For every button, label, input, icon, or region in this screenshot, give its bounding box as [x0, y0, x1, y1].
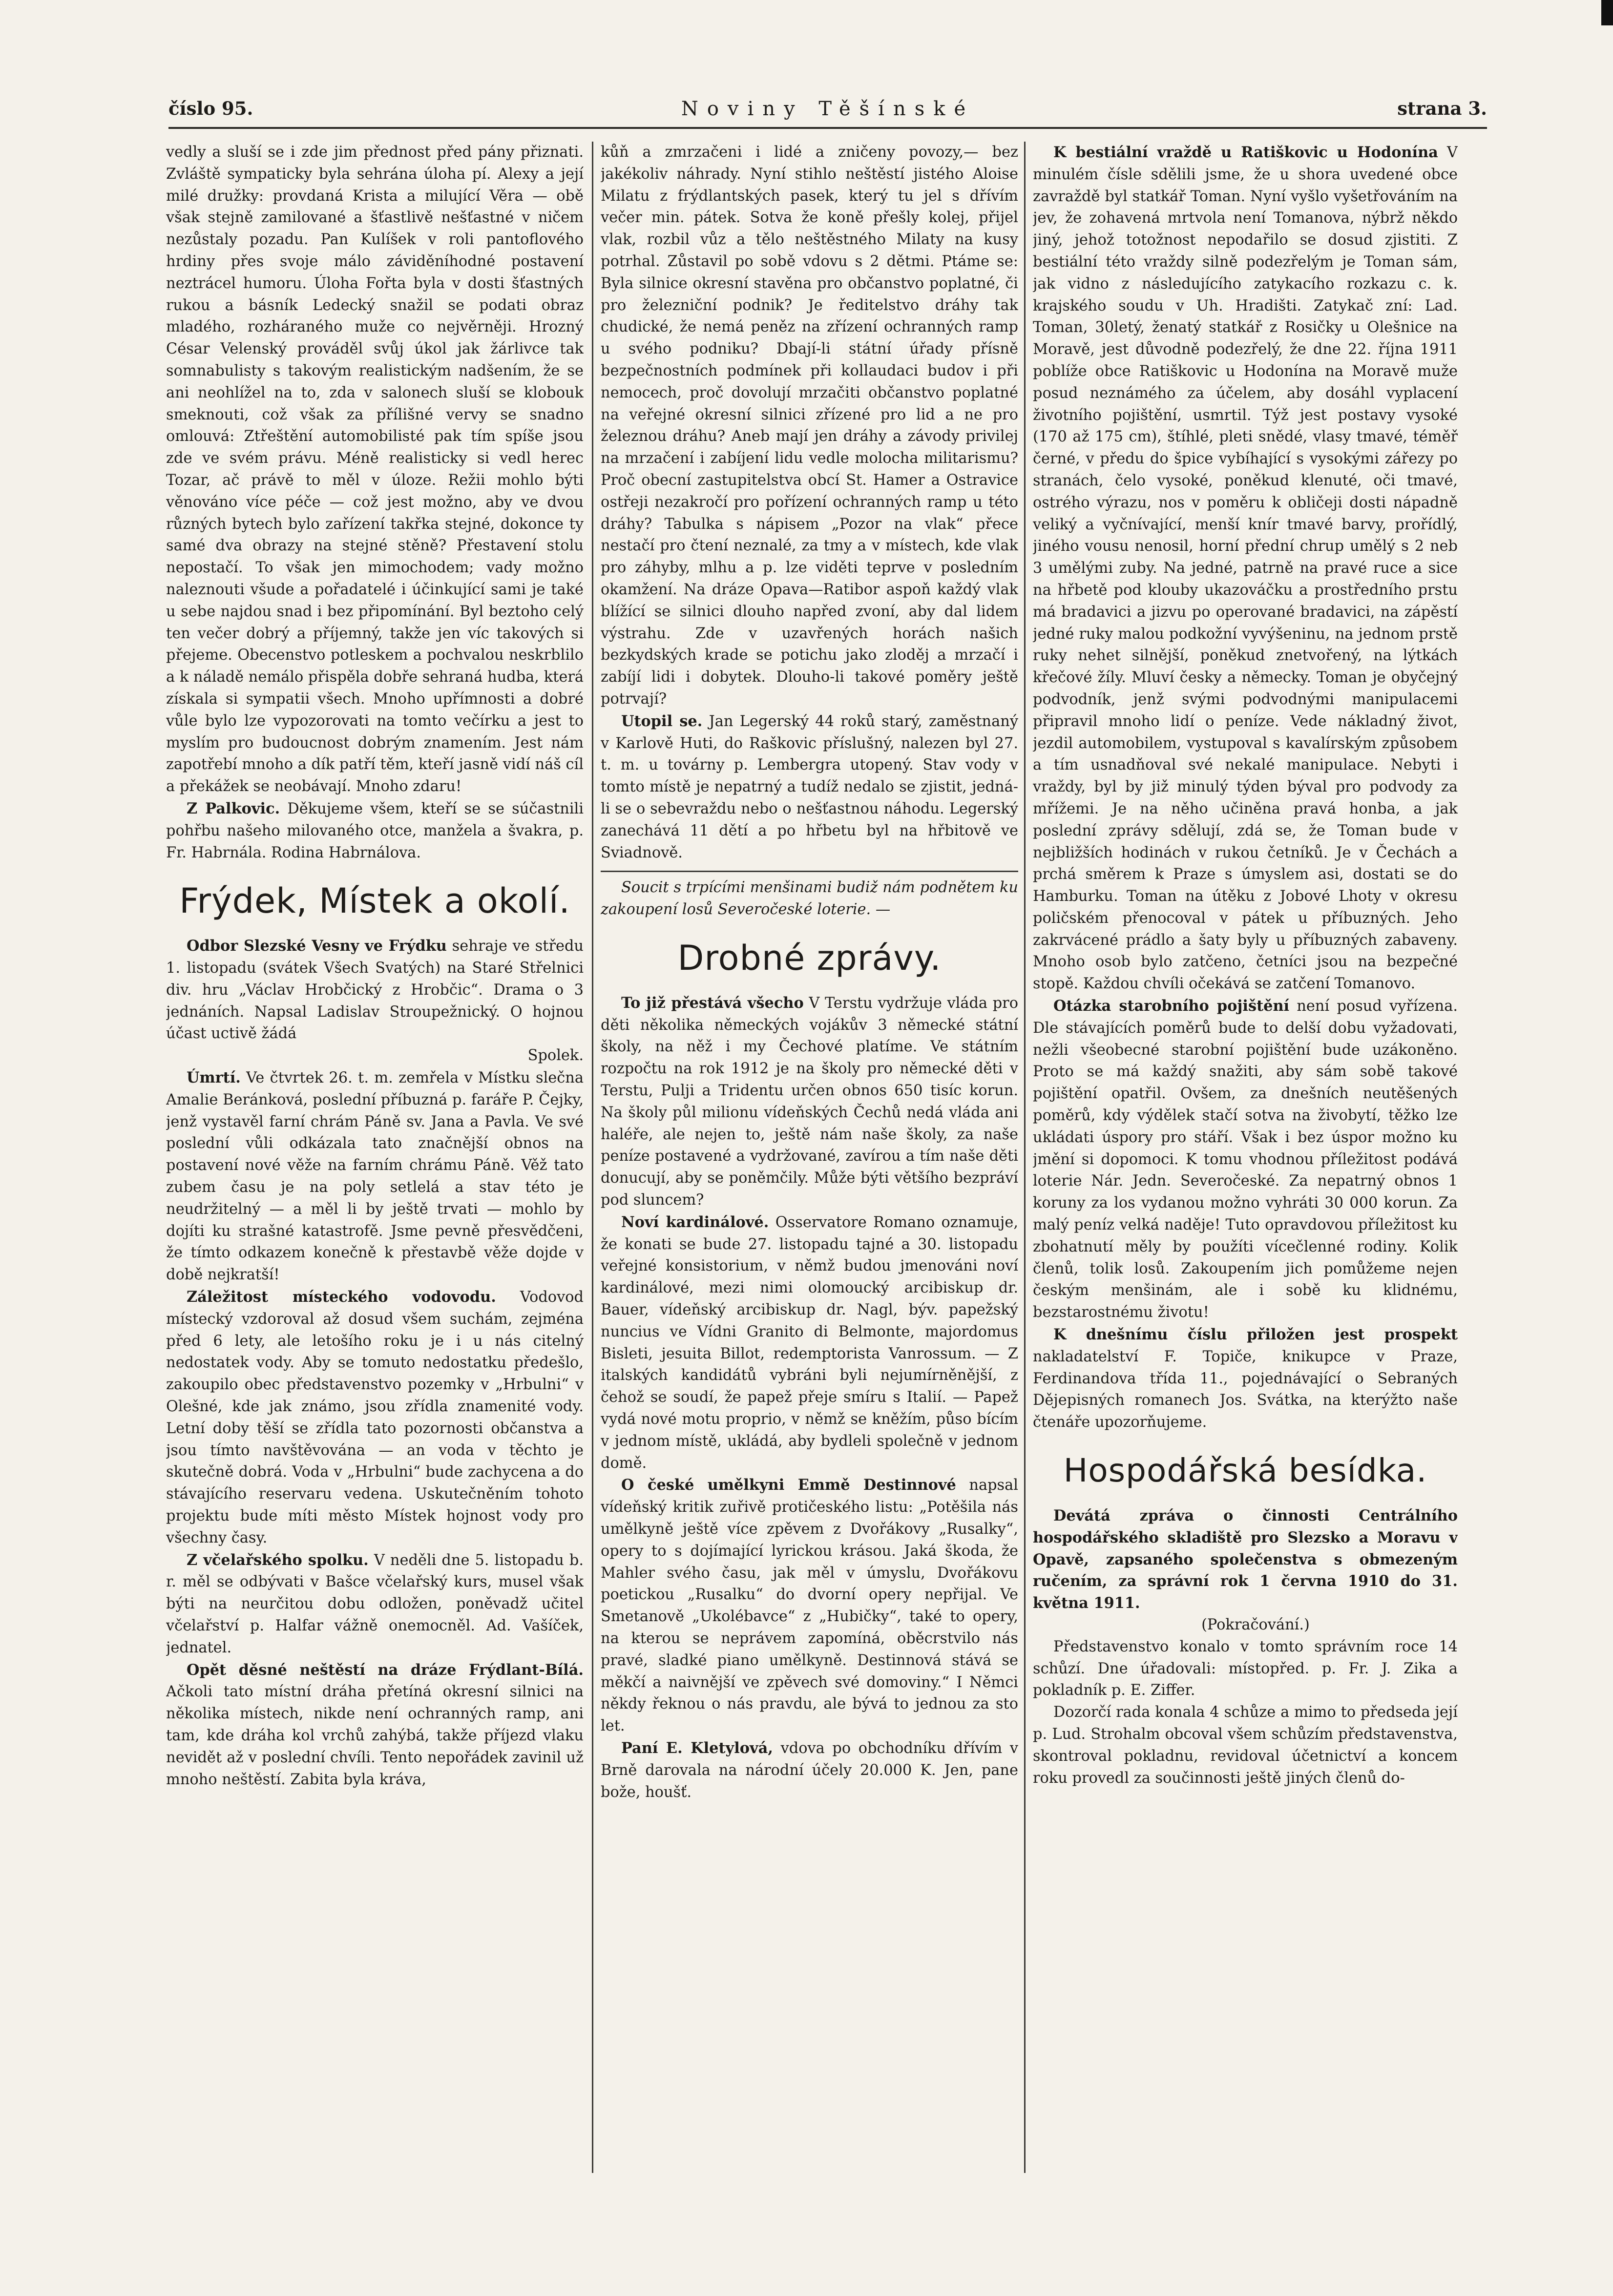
article-lead: K bestiální vraždě u Ratiškovic u Hodonína — [1053, 144, 1438, 161]
article-text: není posud vyřízena. Dle stávajících poměrů bude to delší dobu vyžadovati, nežli všeobecné starobní pojištění bude uzákoněno. Proto se má každý snažiti, aby sám sobě takové pojištění opatřil. Ovšem, za dnešních neutěšených poměrů, kdy výdělek stačí sotva na živobytí, těžko lze ukládati úspory pro stáří. Však i bez úspor možno ku jmění si dopomoci. K tomu vhodnou příležitost podává loterie Nár. Jedn. Severočeské. Za nepatrný obnos 1 koruny za los vydanou možno vyhráti 30 000 korun. Za malý peníz velká naděje! Tuto opravdovou příležitost ku zbohatnutí měly by použíti vícečlenné rodiny. Kolik členů, tolik losů. Zakoupením jich pomůžeme nejen českým menšinám, ale i sobě ku klidnému, bezstarostnému životu! — [1033, 998, 1458, 1321]
column-divider — [592, 142, 593, 2173]
article-lead: Paní E. Kletylová, — [621, 1739, 773, 1757]
scan-edge-mark — [1601, 0, 1613, 25]
article-paragraph — [601, 1211, 1018, 1475]
newspaper-title: Noviny Těšínské — [681, 98, 975, 120]
article-paragraph — [601, 992, 1018, 1211]
article-paragraph — [166, 1659, 584, 1791]
column-2 — [601, 142, 1018, 2241]
issue-number: číslo 95. — [168, 98, 253, 119]
article-lead: To již přestává všecho — [621, 994, 804, 1012]
separator-line — [601, 871, 1018, 872]
column-3 — [1033, 142, 1458, 2241]
article-lead: Noví kardinálové. — [621, 1213, 769, 1231]
article-text: nakladatelství F. Topiče, knikupce v Praze, Ferdinandova třída 11., pojednávající o Sebraných Dějepisných romanech Jos. Svátka, na kterýžto naše čtenáře upozorňujeme. — [1033, 1348, 1458, 1431]
article-paragraph — [166, 1067, 584, 1286]
article-paragraph: Představenstvo konalo v tomto správním roce 14 schůzí. Dne úřadovali: místopřed. p. Fr. J. Zika a pokladník p. E. Ziffer. — [1033, 1638, 1458, 1699]
article-text: Jan Legerský 44 roků starý, zaměstnaný v Karlově Huti, do Raškovic příslušný, nalezen byl 27. t. m. u továrny p. Lembergra utopený. Stav vody v tomto místě je nepatrný a tudíž nedalo se zjistit, jedná-li se o sebevraždu nebo o nešťastnou náhodu. Legerský zanechává 11 dětí a po hřbetu byl na hřbitově ve Sviadnově. — [601, 712, 1018, 861]
article-lead: Úmrtí. — [187, 1069, 241, 1087]
lottery-note: Soucit s trpícími menšinami budiž nám podnětem ku zakoupení losů Severočeské loterie. — — [601, 879, 1018, 918]
section-heading: Frýdek, Místek a okolí. — [179, 881, 570, 921]
article-paragraph: vedly a sluší se i zde jim přednost před pány přiznati. Zvláště sympaticky byla sehrána úloha pí. Alexy a její milé družky: provdaná Krista a milující Věra — obě však stejně zamilované a šťastlivě nešťastné v ničem nezůstaly pozadu. Pan Kulíšek v roli pantoflového hrdiny přes svoje málo záviděníhodné postavení neztrácel humoru. Úloha Fořta byla v dosti šťastných rukou a básník Ledecký snažil se podati obraz mladého, rozháraného muže co nejvěrněji. Hrozný César Velenský prováděl svůj úkol jak žárlivce tak somnabulisty s takovým realistickým nadšením, že se ani neohlížel na to, zda v salonech sluší se klobouk smeknouti, což však za přílišné vervy se snadno omlouvá: Ztřeštění automobilisté pak tím spíše jsou zde ve svém právu. Méně realisticky si vedl herec Tozar, ač právě to měl v úloze. Režii mohlo býti věnováno více péče — což jest možno, aby ve dvou různých bytech bylo zařízení takřka stejné, dokonce ty samé dva obrazy na stejné stěně? Přestavení stolu nepostačí. To však jen mimochodem; vady možno naleznouti všude a pořadatelé i účinkující sami je také u sebe najdou snad i bez připomínání. Byl beztoho celý ten večer dobrý a příjemný, takže jen víc takových si přejeme. Obecenstvo potleskem a pochvalou neskrblilo a k náladě nemálo přispěla dobře sehraná hudba, která získala si sympatii všech. Mnoho upřímnosti a dobré vůle bylo lze vypozorovati na tomto večírku a jest to myslím pro budoucnost dobrým znamením. Jest nám zapotřebí mnoho a dík patří těm, kteří jasně vidí náš cíl a překážek se neobávají. Mnoho zdaru! — [166, 144, 584, 795]
column-divider — [1024, 142, 1026, 2173]
article-paragraph: Dozorčí rada konala 4 schůze a mimo to předseda její p. Lud. Strohalm obcoval všem schůzím představenstva, skontroval pokladnu, revidoval účetnictví a koncem roku provedl za součinnosti ještě jiných členů do- — [1033, 1704, 1458, 1787]
article-text: Děkujeme všem, kteří se se súčastnili pohřbu našeho milovaného otce, manžela a švakra, p. Fr. Habrnála. Rodina Habrnálova. — [166, 800, 584, 861]
article-text: napsal vídeňský kritik zuřivě protičeského listu: „Potěšila nás umělkyně ještě více zpěvem z Dvořákovy „Rusalky“, opery to s dojímající lyrickou krásou. Jaká škoda, že Mahler svého času, jak měl v úmyslu, Dvořákovu poetickou „Rusalku“ do dvorní opery nepřijal. Ve Smetanově „Ukolébavce“ z „Hubičky“, také to opery, na kterou se neprávem zapomíná, oběcrstvilo nás pravé, sladké piano umělkyně. Destinnová stává se měkčí a naivnější ve zpěvech své domoviny.“ I Němci někdy řeknou o nás pravdu, ale bývá to jednou za sto let. — [601, 1477, 1018, 1735]
article-text: Ve čtvrtek 26. t. m. zemřela v Místku slečna Amalie Beránková, poslední příbuzná p. faráře P. Čejky, jenž vystavěl farní chrám Páně sv. Jana a Pavla. Ve své poslední vůli odkázala tato značnější obnos na postavení nové věže na farním chrámu Páně. Věž tato zubem času je na poly setlelá a stav této je neudržitelný — a měl li by ještě trvati — mohlo by dojíti ku strašné katastrofě. Jsme pevně přesvědčeni, že tímto odkazem konečně k přestavbě věže dojde v době nejkratší! — [166, 1069, 584, 1284]
report-title: Devátá zpráva o činnosti Centrálního hospodářského skladiště pro Slezsko a Moravu v Opavě, zapsaného společenstva s obmezeným ručením, za správní rok 1 června 1910 do 31. května 1911. — [1033, 1507, 1458, 1612]
article-paragraph — [1033, 142, 1458, 995]
article-paragraph — [166, 1549, 584, 1659]
article-lead: Odbor Slezské Vesny ve Frýdku — [187, 937, 447, 955]
page-number: strana 3. — [1397, 98, 1487, 119]
article-lead: Utopil se. — [621, 712, 703, 730]
article-paragraph — [601, 710, 1018, 864]
article-paragraph — [601, 1737, 1018, 1803]
section-heading: Hospodářská besídka. — [1063, 1452, 1427, 1490]
article-lead: Z Palkovic. — [187, 799, 280, 817]
article-lead: Záležitost místeckého vodovodu. — [187, 1288, 496, 1306]
article-text: Osservatore Romano oznamuje, že konati se bude 27. listopadu tajné a 30. listopadu veřejné konsistorium, v němž budou jmenováni noví kardinálové, mezi nimi olomoucký arcibiskup dr. Bauer, vídeňský arcibiskup dr. Nagl, býv. papežský nuncius ve Vídni Granito di Belmonte, majordomus Bisleti, jesuita Billot, redemptorista Vanrossum. — Z italských kandidátů vybráni byli nejumírněnější, z čehož se soudí, že papež přeje smíru s Italií. — Papež vydá nové motu proprio, v němž se kněžím, půso bícím v jednom místě, ukládá, aby bydleli společně v jednom domě. — [601, 1213, 1018, 1472]
page-header — [168, 98, 1487, 129]
article-lead: Opět děsné neštěstí na dráze Frýdlant-Bílá. — [187, 1661, 584, 1679]
article-lead: Z včelařského spolku. — [187, 1551, 369, 1569]
article-paragraph — [166, 1286, 584, 1549]
article-signature: Spolek. — [527, 1047, 584, 1065]
article-text: V neděli dne 5. listopadu b. r. měl se odbývati v Bašce včelařský kurs, musel však býti na neurčitou dobu odložen, poněvadž učitel včelařství p. Halfar vážně onemocněl. Ad. Vašíček, jednatel. — [166, 1551, 584, 1656]
article-text: Vodovod místecký vzdoroval až dosud všem suchám, zejména před 6 lety, ale letošího roku je i u nás citelný nedostatek vody. Aby se tomuto nedostatku předešlo, zakoupilo obec představenstvo pozemky v „Hrbulni“ v Olešné, kde jak známo, jsou zřídla znamenité vody. Letní doby těší se zřídla tato pozornosti občanstva a jsou tímto navštěvována — an voda v těchto je skutečně dobrá. Voda v „Hrbulni“ bude zachycena a do stávajícího reservaru vedena. Uskutečněním tohoto projektu bude míti město Místek hojnost vody pro všechny časy. — [166, 1289, 584, 1546]
article-lead: K dnešnímu číslu přiložen jest prospekt — [1053, 1326, 1458, 1344]
article-paragraph — [1033, 1324, 1458, 1434]
continuation-note: (Pokračování.) — [1201, 1616, 1310, 1633]
article-paragraph — [166, 935, 584, 1045]
article-text: Ačkoli tato místní dráha přetíná okresní silnici na několika místech, nikde není ochranných ramp, ani tam, kde dráha kol vrchů zahýbá, takže příjezd vlaku nevidět až v poslední chvíli. Tento nepořádek zavinil už mnoho neštěstí. Zabita byla kráva, — [166, 1683, 584, 1788]
article-paragraph — [601, 1474, 1018, 1737]
article-paragraph — [166, 798, 584, 864]
section-heading: Drobné zprávy. — [677, 938, 942, 978]
article-paragraph — [1033, 995, 1458, 1324]
article-text: V Terstu vydržuje vláda pro děti několika německých vojákův 3 německé státní školy, na něž i my Čechové platíme. Ve státním rozpočtu na rok 1912 je na školy pro německé děti v Terstu, Pulji a Tridentu určen obnos 650 tisíc korun. Na školy půl milionu vídeňských Čechů nedá vláda ani haléře, ale nejen to, ještě nám naše školy, za naše peníze postavené a vydržované, zavírou a tím naše děti donucují, aby se poněmčily. Může býti většího bezpráví pod sluncem? — [601, 994, 1018, 1209]
article-text: sehraje ve středu 1. listopadu (svátek Všech Svatých) na Staré Střelnici div. hru „Václav Hrobčický z Hrobčic“. Drama o 3 jednáních. Napsal Ladislav Stroupežnický. O hojnou účast uctivě žádá — [166, 938, 584, 1043]
article-text: vdova po obchodníku dřívím v Brně darovala na národní účely 20.000 K. Jen, pane bože, houšť. — [601, 1739, 1018, 1801]
column-1 — [166, 142, 584, 2241]
article-paragraph: kůň a zmrzačeni i lidé a zničeny povozy,— bez jakékoliv náhrady. Nyní stihlo neštěstí jistého Aloise Milatu z frýdlantských pasek, který tu jel s dřívím večer min. pátek. Sotva že koně přešly kolej, přijel vlak, rozbil vůz a tělo neštěstného Milaty na kusy potrhal. Zůstavil po sobě vdovu s 2 dětmi. Ptáme se: Byla silnice okresní stavěna pro občanstvo poplatné, či pro železniční podnik? Je ředitelstvo dráhy tak chudické, že nemá peněz na zřízení ochranných ramp u svého podniku? Dbají-li státní úřady přísně bezpečnostních podmínek při kollaudaci budov i při nemocech, proč dovolují mrzačiti občanstvo poplatné na veřejné okresní silnici zřízené pro lid a ne pro železnou dráhu? Aneb mají jen dráhy a závody privilej na mrzačení i zabíjení lidu vedle molocha militarismu? Proč obecní zastupitelstva obcí St. Hamer a Ostravice ostřeji nezakročí pro pořízení ochranných ramp u této dráhy? Tabulka s nápisem „Pozor na vlak“ přece nestačí pro čtení neznalé, za tmy a v místech, kde vlak pro záhyby, mlhu a p. lze viděti teprve v posledním okamžení. Na dráze Opava—Ratibor aspoň každý vlak blížící se silnici dlouho napřed zvoní, aby dal lidem výstrahu. Zde v uzavřených horách našich bezkydských krade se potichu jako zloděj a mrzačí i zabíjí lidi i dobytek. Dlouho-li takové poměry ještě potrvají? — [601, 144, 1018, 708]
article-lead: O české umělkyni Emmě Destinnové — [621, 1476, 956, 1494]
article-text: V minulém čísle sdělili jsme, že u shora uvedené obce zavraždě byl statkář Toman. Nyní vyšlo vyšetřováním na jev, že zohavená mrtvola není Tomanova, nýbrž někdo jiný, jehož totožnost nepodařilo se dosud zjistiti. Z bestiální této vraždy silně podezřelým je Toman sám, jak vidno z následujícího zatykacího rozkazu c. k. krajského soudu v Uh. Hradišti. Zatykač zní: Lad. Toman, 30letý, ženatý statkář z Rosičky u Olešnice na Moravě, jest důvodně podezřelý, že dne 22. října 1911 poblíže obce Ratiškovic u Hodonína na Moravě muže posud neznámého za účelem, aby dosáhl vyplacení životního pojištění, usmrtil. Týž jest postavy vysoké (170 až 175 cm), štíhlé, pleti snědé, vlasy tmavé, téměř černé, v předu do špice vybíhající s vysokými zářezy po stranách, čelo vysoké, poněkud klenuté, oči tmavé, ostrého výrazu, nos v poměru k obličeji dosti nápadně veliký a vyčnívající, menší knír tmavé barvy, prořídlý, jiného vousu nenosil, horní přední chrup umělý s 2 neb 3 umělými zuby. Na jedné, patrně na pravé ruce a sice na hřbetě pod klouby ukazováčku a prostředního prstu má bradavici a jizvu po operované bradavici, na zápěstí jedné ruky malou podkožní vyvýšeninu, na jednom prstě ruky nehet silnější, poněkud znetvořený, na lýtkách křečové žíly. Mluví česky a německy. Toman je obyčejný podvodník, jenž svými podvodnými manipulacemi připravil mnoho lidí o peníze. Vede nákladný život, jezdil automobilem, vystupoval s kavalírským způsobem a tím usnadňoval své nekalé manipulace. Nebyti i vraždy, byl by již minulý týden býval pro podvody za mřížemi. Je na něho učiněna pravá honba, a jak poslední zprávy sdělují, zdá se, že Toman bude v nejbližších hodinách v rukou četníků. Je v Čechách a prchá směrem k Praze s úmyslem asi, dostati se do Hamburku. Toman na útěku z Jobové Lhoty v okresu poličském přenocoval v pátek u příbuzných. Jeho zakrvácené prádlo a šaty byly u příbuzných zabaveny. Mnoho osob bylo zatčeno, četníci jsou na bezpečné stopě. Každou chvíli očekává se zatčení Tomanovo. — [1033, 144, 1458, 993]
article-lead: Otázka starobního pojištění — [1053, 997, 1290, 1015]
